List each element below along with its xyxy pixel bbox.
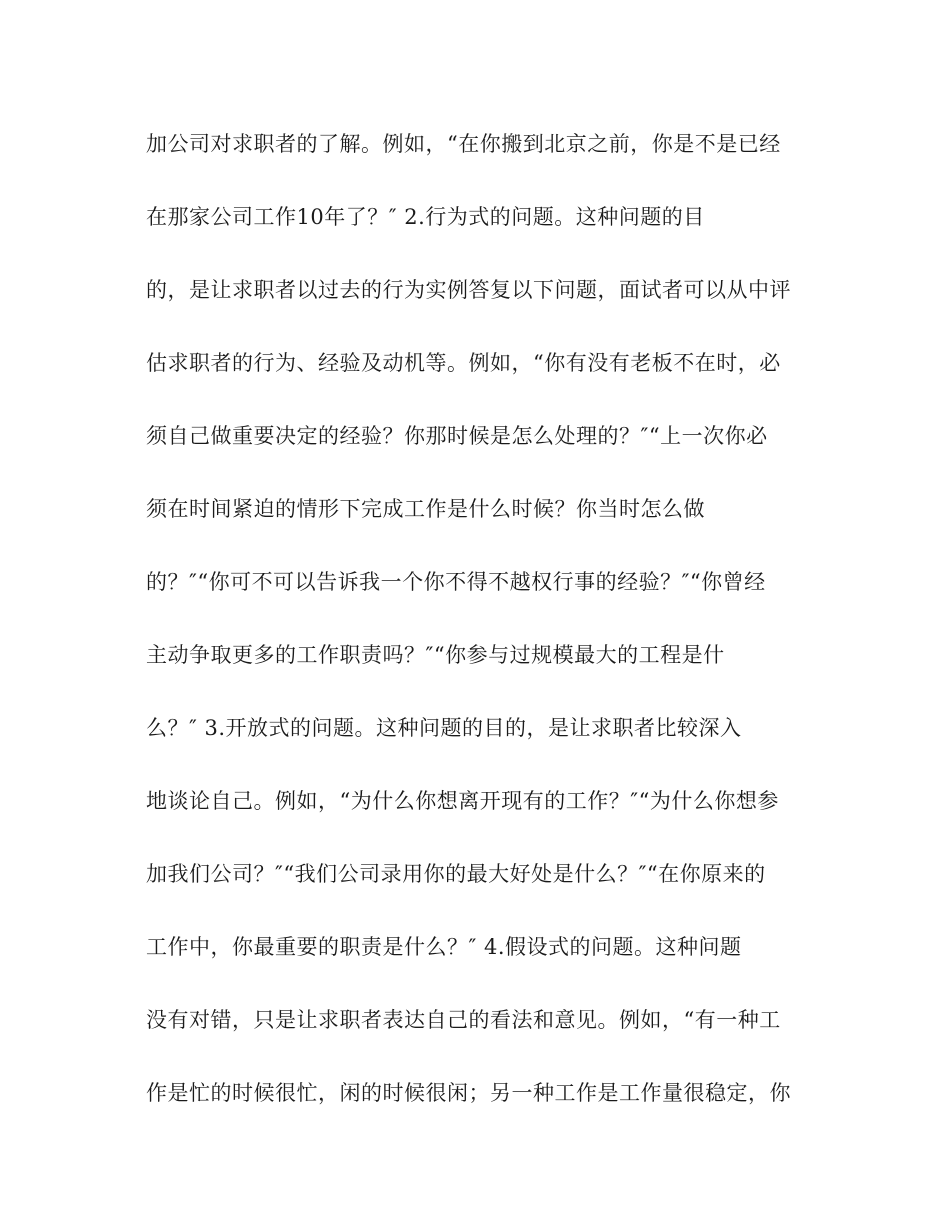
paragraph-line: 加公司对求职者的了解。例如，“在你搬到北京之前，你是不是已经 [146, 132, 781, 156]
paragraph-line: 须自己做重要决定的经验？你那时候是怎么处理的？″“上一次你必 [146, 424, 768, 448]
paragraph-line: 的？″“你可不可以告诉我一个你不得不越权行事的经验？″“你曾经 [146, 570, 766, 594]
paragraph-line: 地谈论自己。例如，“为什么你想离开现有的工作？″“为什么你想参 [146, 789, 779, 813]
paragraph-line: 加我们公司？″“我们公司录用你的最大好处是什么？″“在你原来的 [146, 862, 766, 886]
paragraph-line: 须在时间紧迫的情形下完成工作是什么时候？你当时怎么做 [146, 497, 705, 521]
paragraph-line: 估求职者的行为、经验及动机等。例如，“你有没有老板不在时，必 [146, 351, 781, 375]
paragraph-line: 的，是让求职者以过去的行为实例答复以下问题，面试者可以从中评 [146, 278, 791, 302]
paragraph-line: 工作中，你最重要的职责是什么？″ 4.假设式的问题。这种问题 [146, 935, 742, 959]
paragraph-line: 没有对错，只是让求职者表达自己的看法和意见。例如，“有一种工 [146, 1008, 781, 1032]
paragraph-line: 主动争取更多的工作职责吗？″“你参与过规模最大的工程是什 [146, 643, 725, 667]
paragraph-line: 在那家公司工作10年了？″ 2.行为式的问题。这种问题的目 [146, 205, 705, 229]
paragraph-line: 么？″ 3.开放式的问题。这种问题的目的，是让求职者比较深入 [146, 716, 742, 740]
paragraph-line: 作是忙的时候很忙，闲的时候很闲；另一种工作是工作量很稳定，你 [146, 1081, 791, 1105]
